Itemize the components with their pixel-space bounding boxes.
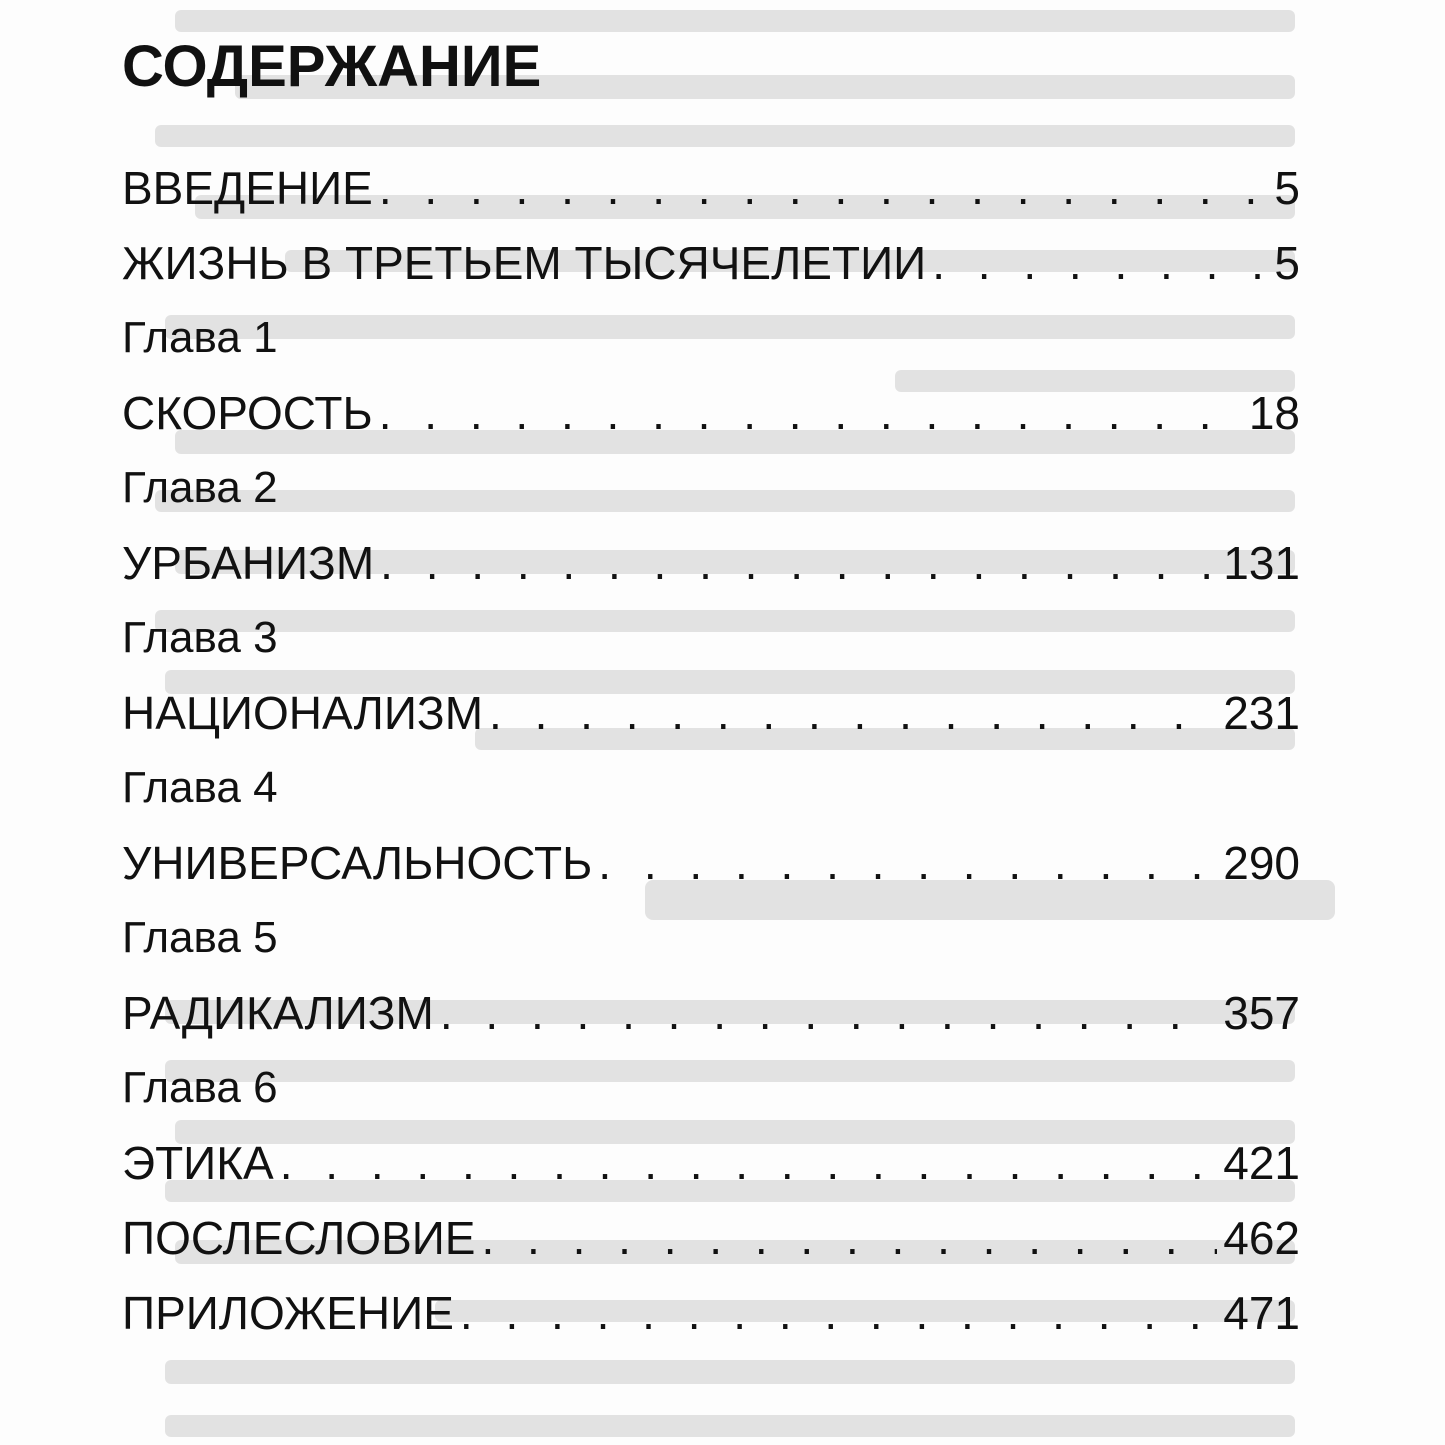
toc-chapter-label: Глава 2 bbox=[122, 463, 278, 512]
toc-entry-title: НАЦИОНАЛИЗМ bbox=[122, 687, 484, 739]
toc-entry bbox=[122, 1125, 1300, 1200]
toc-chapter-label: Глава 1 bbox=[122, 313, 278, 362]
toc-chapter-label: Глава 4 bbox=[122, 763, 278, 812]
toc-entry bbox=[122, 375, 1300, 450]
toc-dot-leader bbox=[482, 1208, 1218, 1268]
toc-chapter-label: Глава 6 bbox=[122, 1063, 278, 1112]
toc-entry bbox=[122, 1275, 1300, 1350]
toc-entry-title: ВВЕДЕНИЕ bbox=[122, 162, 373, 214]
toc-page-number: 5 bbox=[1274, 237, 1300, 289]
toc-entry-title: ПРИЛОЖЕНИЕ bbox=[122, 1287, 454, 1339]
toc-dot-leader bbox=[440, 983, 1217, 1043]
toc-page-number: 231 bbox=[1223, 687, 1300, 739]
toc-page-number: 421 bbox=[1223, 1137, 1300, 1189]
toc-dot-leader bbox=[379, 158, 1269, 218]
toc-page-number: 471 bbox=[1223, 1287, 1300, 1339]
toc-page-number: 462 bbox=[1223, 1212, 1300, 1264]
toc-entry-title: РАДИКАЛИЗМ bbox=[122, 987, 434, 1039]
toc-page-number: 5 bbox=[1274, 162, 1300, 214]
toc-entry bbox=[122, 150, 1300, 225]
toc-dot-leader bbox=[379, 383, 1243, 443]
toc-page-number: 18 bbox=[1248, 387, 1300, 439]
toc-entry-title: УРБАНИЗМ bbox=[122, 537, 375, 589]
toc-entry-title: ПОСЛЕСЛОВИЕ bbox=[122, 1212, 476, 1264]
toc-dot-leader bbox=[489, 683, 1217, 743]
toc-entry bbox=[122, 1200, 1300, 1275]
toc-chapter-label: Глава 3 bbox=[122, 613, 278, 662]
toc-chapter-label: Глава 5 bbox=[122, 913, 278, 962]
toc-entry bbox=[122, 225, 1300, 300]
table-of-contents bbox=[122, 150, 1300, 1350]
toc-dot-leader bbox=[598, 833, 1217, 893]
toc-entry-title: ЖИЗНЬ В ТРЕТЬЕМ ТЫСЯЧЕЛЕТИИ bbox=[122, 237, 927, 289]
toc-entry bbox=[122, 525, 1300, 600]
toc-dot-leader bbox=[380, 533, 1217, 593]
toc-entry bbox=[122, 825, 1300, 900]
toc-page-number: 290 bbox=[1223, 837, 1300, 889]
toc-page-number: 357 bbox=[1223, 987, 1300, 1039]
toc-entry-title: УНИВЕРСАЛЬНОСТЬ bbox=[122, 837, 593, 889]
toc-dot-leader bbox=[460, 1283, 1217, 1343]
toc-entry-title: ЭТИКА bbox=[122, 1137, 274, 1189]
toc-entry-title: СКОРОСТЬ bbox=[122, 387, 373, 439]
toc-page-number: 131 bbox=[1223, 537, 1300, 589]
toc-dot-leader bbox=[280, 1133, 1218, 1193]
toc-dot-leader bbox=[932, 233, 1268, 293]
toc-entry bbox=[122, 975, 1300, 1050]
toc-entry bbox=[122, 675, 1300, 750]
toc-heading: СОДЕРЖАНИЕ bbox=[122, 34, 542, 99]
